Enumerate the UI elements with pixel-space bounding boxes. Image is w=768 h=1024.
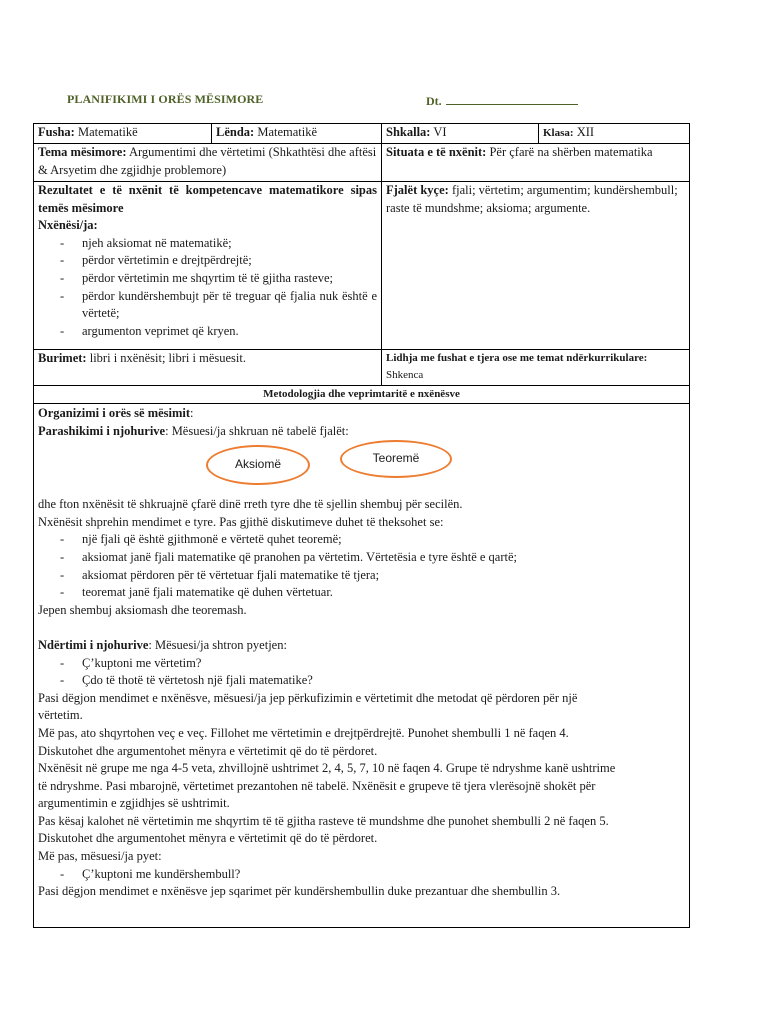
metodologjia-heading: Metodologjia dhe veprimtaritë e nxënësve (263, 388, 460, 400)
page-title: PLANIFIKIMI I ORËS MËSIMORE (67, 92, 264, 106)
cell-metodologjia (34, 386, 689, 403)
cell-lenda (211, 124, 381, 143)
organizimi-heading: Organizimi i orës së mësimit (38, 406, 191, 420)
list-item: - argumenton veprimet që kryen. (38, 323, 377, 341)
lidhja-value: Shkenca (386, 369, 424, 381)
cell-burimet (34, 350, 381, 385)
paragraph: Pasi dëgjon mendimet e nxënësve, mësuesi/ja jep përkufizimin e vërtetimit dhe metodat që përdoren për një (38, 690, 578, 705)
outcomes-list (38, 235, 377, 341)
questions-list (38, 655, 685, 690)
paragraph: Jepen shembuj aksiomash dhe teoremash. (38, 602, 247, 617)
paragraph: Pasi dëgjon mendimet e nxënësve jep sqarimet për kundërshembullin duke prezantuar dhe shembullin 3. (38, 884, 561, 899)
lesson-plan-table (33, 123, 690, 928)
date-label: Dt. (426, 94, 442, 108)
fusha-label: Fusha: (38, 125, 75, 139)
cell-shkalla (381, 124, 538, 143)
ndertimi-label: Ndërtimi i njohurive (38, 637, 149, 652)
cell-fjalet (381, 182, 689, 349)
list-item: - përdor kundërshembujt për të treguar që fjalia nuk është e vërtetë; (38, 288, 377, 323)
summary-list (38, 531, 685, 601)
parashikimi-label: Parashikimi i njohurive (38, 423, 166, 438)
colon: : (190, 406, 194, 420)
row-outcomes (34, 182, 689, 350)
row-subject (34, 124, 689, 144)
lesson-body (34, 404, 689, 927)
row-topic (34, 144, 689, 182)
klasa-label: Klasa: (543, 127, 574, 139)
paragraph: vërtetim. (38, 708, 83, 723)
tema-label: Tema mësimore: (38, 145, 127, 159)
paragraph: Nxënësit në grupe me nga 4-5 veta, zhvillojnë ushtrimet 2, 4, 5, 7, 10 në faqen 4. Grupe të ndryshme kanë ushtrime (38, 761, 616, 776)
aksiome-bubble (206, 445, 310, 485)
list-item: - përdor vërtetimin me shqyrtim të të gjitha rasteve; (38, 270, 377, 288)
paragraph: Pas kësaj kalohet në vërtetimin me shqyrtim të të gjitha rasteve të mundshme dhe punohet shembulli 2 në faqen 5. (38, 813, 609, 828)
situata-label: Situata e të nxënit: (386, 145, 487, 159)
cell-klasa (538, 124, 689, 143)
cell-rezultatet (34, 182, 381, 349)
list-item: - Ç’kuptoni me kundërshembull? (38, 866, 685, 884)
cell-situata (381, 144, 689, 181)
shkalla-label: Shkalla: (386, 125, 431, 139)
paragraph: argumentimin e zgjidhjes së ushtrimit. (38, 796, 230, 811)
fusha-value: Matematikë (77, 125, 138, 139)
date-blank-line (446, 92, 578, 105)
list-item: - aksiomat janë fjali matematike që pranohen pa vërtetim. Vërtetësia e tyre është e qartë; (38, 549, 685, 567)
teoreme-bubble (340, 440, 452, 478)
burimet-label: Burimet: (38, 351, 87, 365)
lenda-label: Lënda: (216, 125, 255, 139)
parashikimi-text: : Mësuesi/ja shkruan në tabelë fjalët: (165, 423, 349, 438)
situata-value: Për çfarë na shërben matematika (489, 145, 653, 159)
paragraph: të ndryshme. Pasi mbarojnë, vërtetimet prezantohen në tabelë. Nxënësit e grupeve të tjera vlerësojnë shokët për (38, 778, 596, 793)
klasa-value: XII (576, 125, 595, 139)
paragraph: Diskutohet dhe argumentohet mënyra e vërtetimit që do të përdoret. (38, 743, 378, 758)
list-item: - një fjali që është gjithmonë e vërtetë quhet teoremë; (38, 531, 685, 549)
paragraph: Më pas, mësuesi/ja pyet: (38, 849, 162, 864)
cell-lidhja (381, 350, 689, 385)
date-field (426, 92, 578, 109)
paragraph: dhe fton nxënësit të shkruajnë çfarë dinë rreth tyre dhe të sjellin shembuj për secilën. (38, 497, 463, 512)
rezultatet-heading: Rezultatet e të nxënit të kompetencave matematikore sipas temës mësimore (38, 183, 377, 215)
list-item: - Ç’kuptoni me vërtetim? (38, 655, 685, 673)
fjalet-value: fjali; vërtetim; argumentim; kundërshembull; raste të mundshme; aksioma; argumente. (386, 183, 678, 215)
list-item: - njeh aksiomat në matematikë; (38, 235, 377, 253)
shkalla-value: VI (433, 125, 447, 139)
cell-tema (34, 144, 381, 181)
counterexample-list (38, 866, 685, 884)
nxenesi-label: Nxënësi/ja: (38, 218, 98, 233)
cell-fusha (34, 124, 211, 143)
list-item: - përdor vërtetimin e drejtpërdrejtë; (38, 252, 377, 270)
list-item: - aksiomat përdoren për të vërtetuar fjali matematike të tjera; (38, 567, 685, 585)
bubbles-area (38, 440, 685, 496)
row-methodology (34, 386, 689, 404)
paragraph: Nxënësit shprehin mendimet e tyre. Pas gjithë diskutimeve duhet të theksohet se: (38, 514, 444, 529)
ndertimi-text: : Mësuesi/ja shtron pyetjen: (148, 637, 287, 652)
lenda-value: Matematikë (257, 125, 318, 139)
list-item: - teoremat janë fjali matematike që duhen vërtetuar. (38, 584, 685, 602)
burimet-value: libri i nxënësit; libri i mësuesit. (89, 351, 246, 365)
bubble-label: Aksiomë (234, 457, 281, 472)
tema-value: Argumentimi dhe vërtetimi (Shkathtësi dhe aftësi & Arsyetim dhe zgjidhje problemore) (38, 145, 377, 177)
list-item: - Çdo të thotë të vërtetosh një fjali matematike? (38, 672, 685, 690)
paragraph: Diskutohet dhe argumentohet mënyra e vërtetimit që do të përdoret. (38, 831, 378, 846)
paragraph: Më pas, ato shqyrtohen veç e veç. Fillohet me vërtetimin e drejtpërdrejtë. Punohet shembulli 1 në faqen 4. (38, 725, 569, 740)
bubble-label: Teoremë (372, 451, 420, 466)
lidhja-label: Lidhja me fushat e tjera ose me temat ndërkurrikulare: (386, 352, 648, 364)
row-resources (34, 350, 689, 386)
fjalet-label: Fjalët kyçe: (386, 183, 449, 197)
